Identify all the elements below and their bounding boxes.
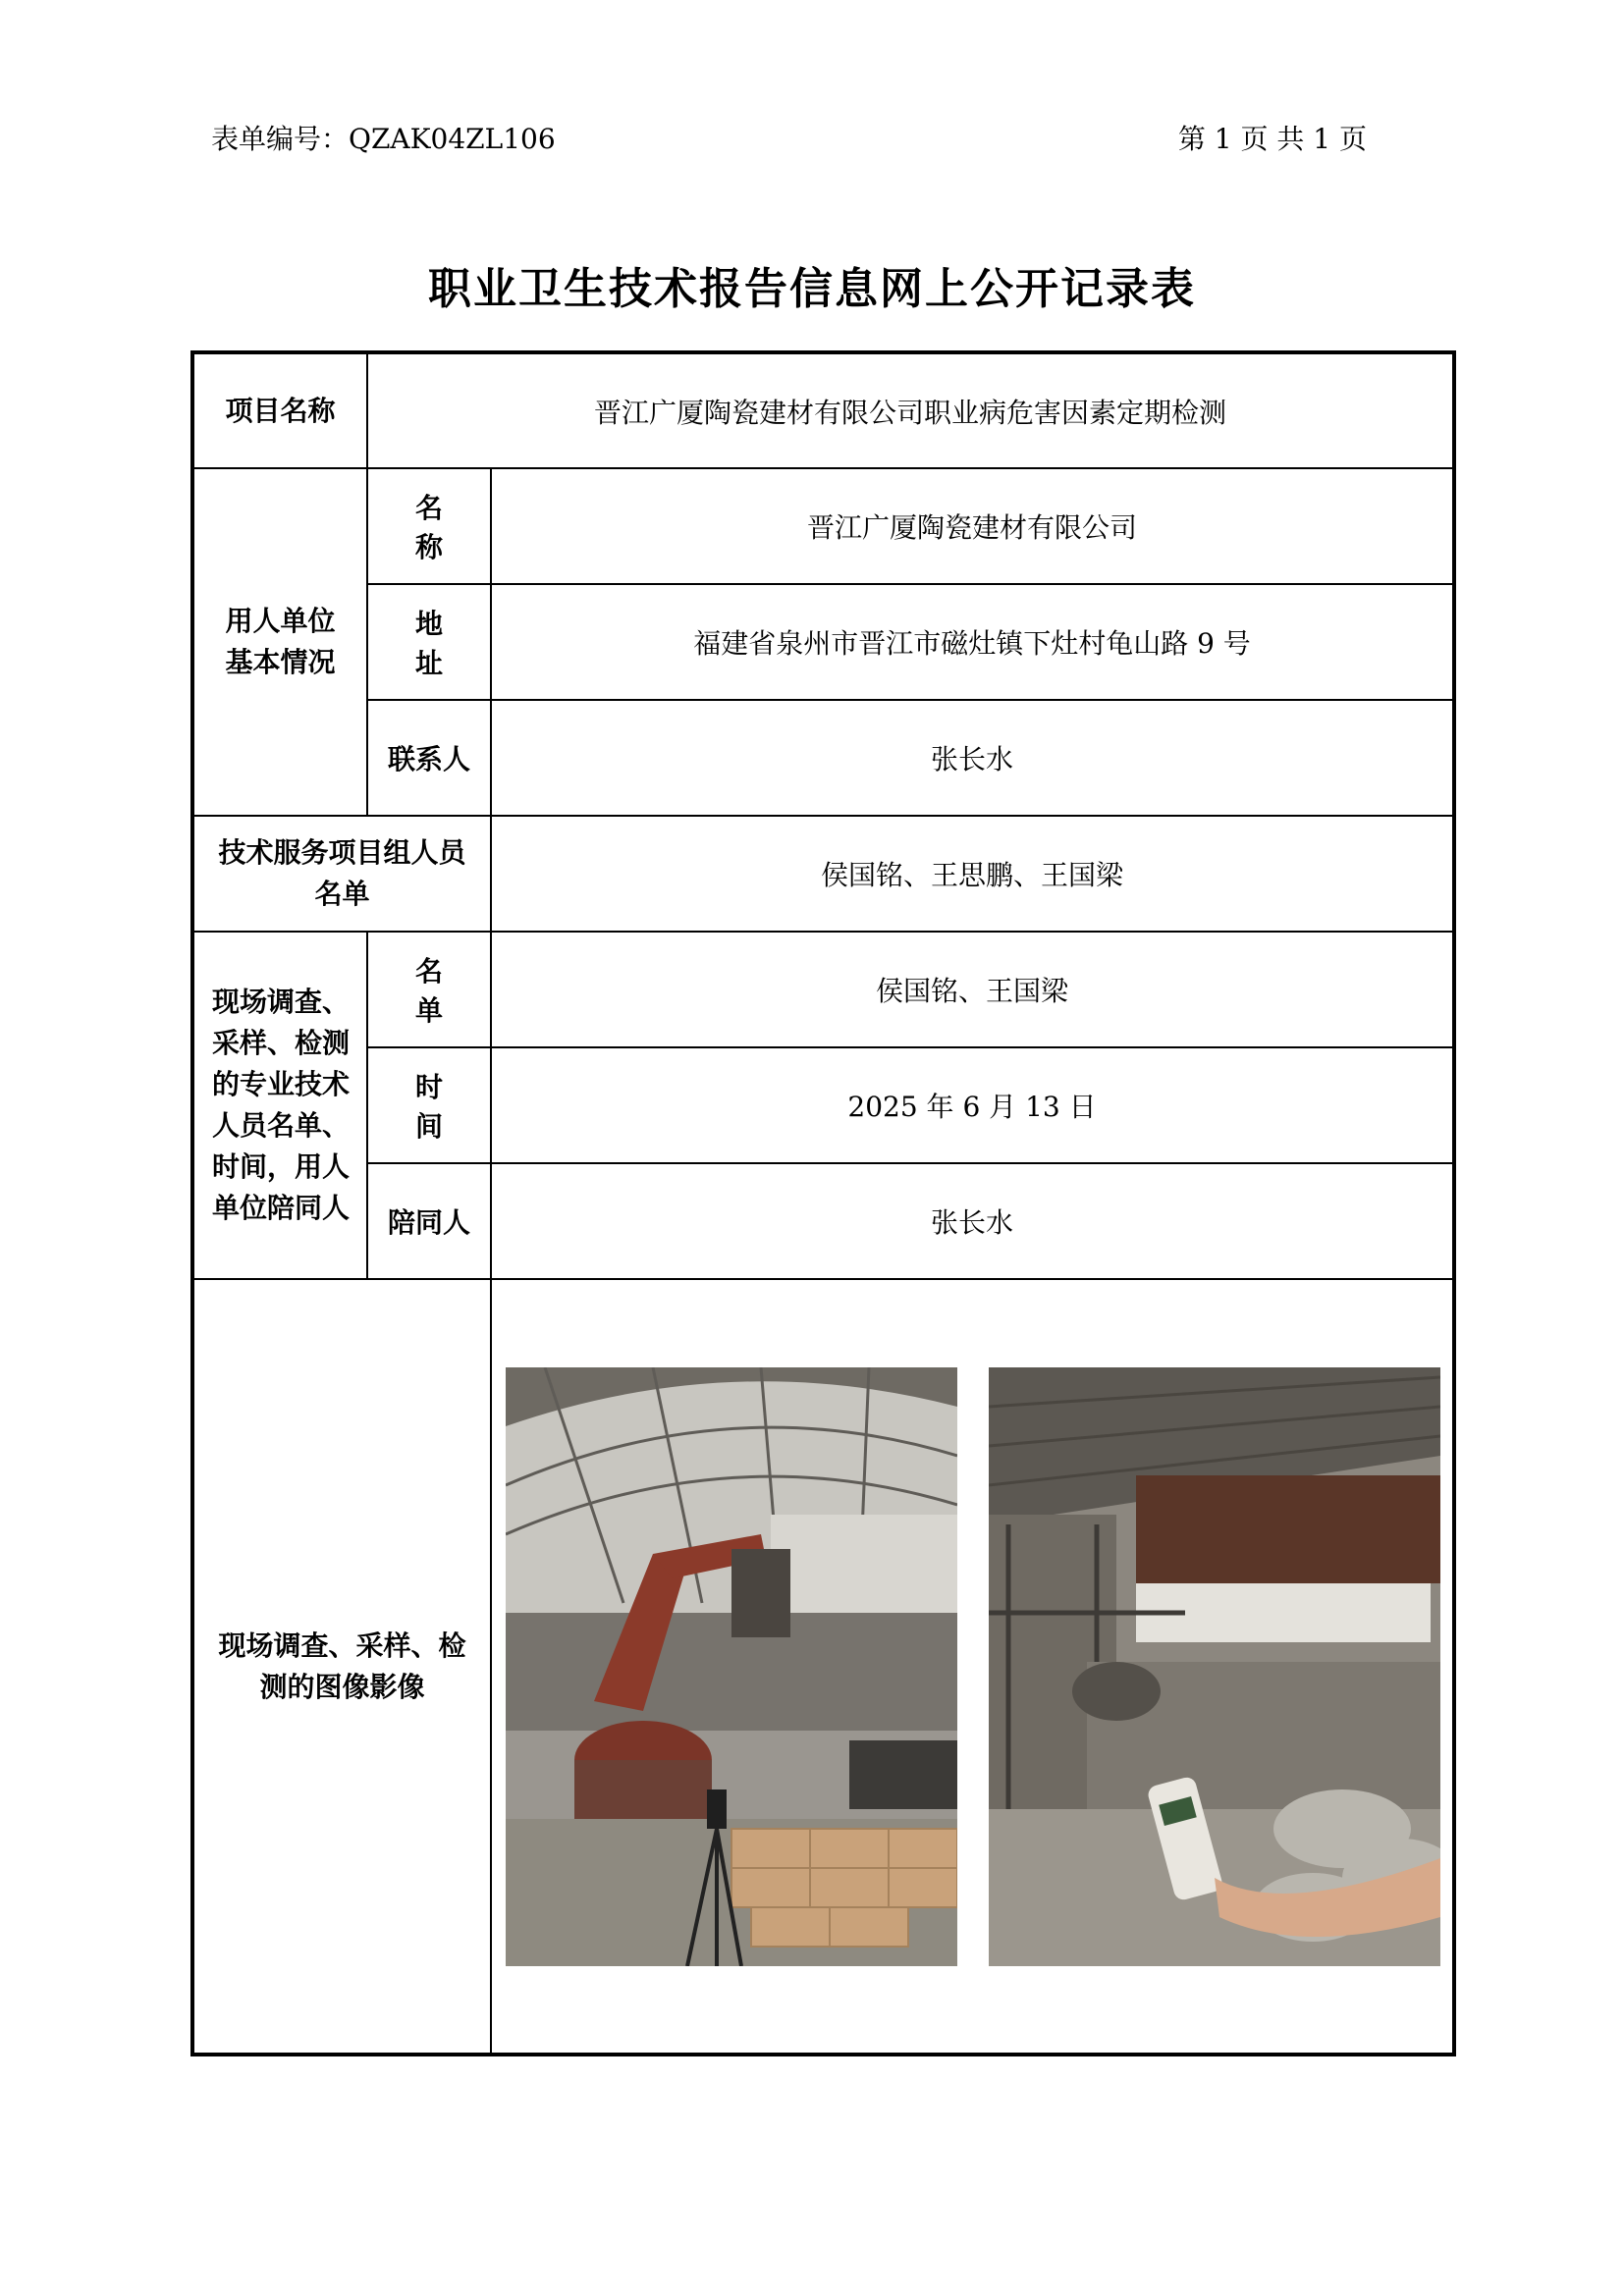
photo-kiln-sound-meter [989, 1367, 1440, 1966]
row-employer-name [192, 468, 1454, 584]
survey-names-label: 名单 [367, 932, 491, 1047]
row-project-name [192, 352, 1454, 468]
employer-label [192, 468, 367, 816]
row-accompany [192, 1163, 1454, 1279]
contact-label: 联系人 [367, 700, 491, 816]
address-label: 地址 [367, 584, 491, 700]
contact-value: 张长水 [491, 700, 1454, 816]
accompany-label: 陪同人 [367, 1163, 491, 1279]
factory-robot-arm-image [506, 1367, 957, 1966]
survey-time-value: 2025 年 6 月 13 日 [491, 1047, 1454, 1163]
survey-label-text: 现场调查、采样、检测的专业技术人员名单、时间，用人单位陪同人 [212, 986, 351, 1224]
row-survey-names [192, 932, 1454, 1047]
kiln-sound-meter-image [989, 1367, 1440, 1966]
project-name-label: 项目名称 [192, 352, 367, 468]
survey-label [192, 932, 367, 1279]
project-name-value: 晋江广厦陶瓷建材有限公司职业病危害因素定期检测 [367, 352, 1454, 468]
row-address [192, 584, 1454, 700]
team-value: 侯国铭、王思鹏、王国梁 [491, 816, 1454, 932]
survey-names-value: 侯国铭、王国梁 [491, 932, 1454, 1047]
form-number: 表单编号：QZAK04ZL106 [211, 123, 556, 155]
employer-label-text: 用人单位基本情况 [225, 605, 336, 678]
images-label [192, 1279, 491, 2055]
survey-time-label: 时间 [367, 1047, 491, 1163]
page-info: 第 1 页 共 1 页 [1177, 123, 1367, 155]
document-title: 职业卫生技术报告信息网上公开记录表 [428, 264, 1196, 314]
row-images [192, 1279, 1454, 2055]
team-label-text: 技术服务项目组人员名单 [218, 836, 466, 910]
record-table [190, 350, 1456, 2056]
employer-name-value: 晋江广厦陶瓷建材有限公司 [491, 468, 1454, 584]
row-survey-time [192, 1047, 1454, 1163]
row-contact [192, 700, 1454, 816]
employer-name-label: 名称 [367, 468, 491, 584]
row-team [192, 816, 1454, 932]
images-label-text: 现场调查、采样、检测的图像影像 [218, 1629, 466, 1703]
photo-factory-robot-arm [506, 1367, 957, 1966]
images-cell [491, 1279, 1454, 2055]
accompany-value: 张长水 [491, 1163, 1454, 1279]
photo-gallery [492, 1367, 1452, 1966]
team-label [192, 816, 491, 932]
address-value: 福建省泉州市晋江市磁灶镇下灶村龟山路 9 号 [491, 584, 1454, 700]
